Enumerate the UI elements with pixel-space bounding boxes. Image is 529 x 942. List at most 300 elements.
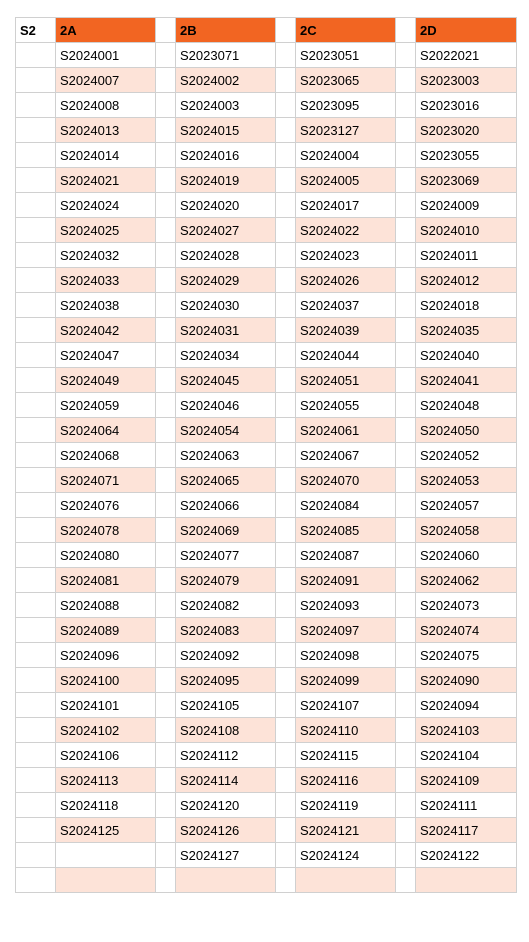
student-id-cell-2d[interactable]: S2024109 xyxy=(416,768,517,793)
student-id-cell-2d[interactable]: S2024040 xyxy=(416,343,517,368)
gap-cell[interactable] xyxy=(276,68,296,93)
table-row xyxy=(16,793,517,818)
gap-cell[interactable] xyxy=(276,643,296,668)
gap-cell[interactable] xyxy=(276,18,296,43)
table-row xyxy=(16,93,517,118)
student-id-cell-2c[interactable]: S2024005 xyxy=(296,168,396,193)
row-label-cell[interactable]: S2 xyxy=(16,18,56,43)
row-label-cell[interactable] xyxy=(16,118,56,143)
student-id-cell-2d[interactable]: S2024111 xyxy=(416,793,517,818)
gap-cell[interactable] xyxy=(156,643,176,668)
student-id-cell-2c[interactable]: S2024022 xyxy=(296,218,396,243)
gap-cell[interactable] xyxy=(276,518,296,543)
gap-cell[interactable] xyxy=(396,343,416,368)
gap-cell[interactable] xyxy=(276,693,296,718)
gap-cell[interactable] xyxy=(276,818,296,843)
student-id-cell-2d[interactable]: S2024122 xyxy=(416,843,517,868)
gap-cell[interactable] xyxy=(396,243,416,268)
gap-cell[interactable] xyxy=(276,293,296,318)
gap-cell[interactable] xyxy=(156,568,176,593)
student-id-cell-2c[interactable]: S2024110 xyxy=(296,718,396,743)
gap-cell[interactable] xyxy=(156,818,176,843)
gap-cell[interactable] xyxy=(156,193,176,218)
student-id-cell-2b[interactable]: S2024003 xyxy=(176,93,276,118)
student-id-cell-2c[interactable]: S2024017 xyxy=(296,193,396,218)
student-id-cell-2a[interactable]: S2024125 xyxy=(56,818,156,843)
row-label-cell[interactable] xyxy=(16,743,56,768)
gap-cell[interactable] xyxy=(276,768,296,793)
table-row xyxy=(16,218,517,243)
table-row xyxy=(16,718,517,743)
row-label-cell[interactable] xyxy=(16,343,56,368)
row-label-cell[interactable] xyxy=(16,243,56,268)
table-row xyxy=(16,368,517,393)
student-id-cell-2d[interactable]: S2024058 xyxy=(416,518,517,543)
gap-cell[interactable] xyxy=(156,118,176,143)
student-id-cell-2d[interactable]: S2024075 xyxy=(416,643,517,668)
student-id-cell-2a[interactable]: S2024032 xyxy=(56,243,156,268)
student-id-cell-2a[interactable]: S2024080 xyxy=(56,543,156,568)
table-row xyxy=(16,543,517,568)
student-id-cell-2d[interactable]: S2024074 xyxy=(416,618,517,643)
gap-cell[interactable] xyxy=(276,218,296,243)
gap-cell[interactable] xyxy=(156,268,176,293)
gap-cell[interactable] xyxy=(156,318,176,343)
gap-cell[interactable] xyxy=(276,168,296,193)
gap-cell[interactable] xyxy=(276,268,296,293)
gap-cell[interactable] xyxy=(396,93,416,118)
gap-cell[interactable] xyxy=(396,168,416,193)
student-id-cell-2b[interactable]: S2024114 xyxy=(176,768,276,793)
gap-cell[interactable] xyxy=(396,593,416,618)
gap-cell[interactable] xyxy=(276,793,296,818)
gap-cell[interactable] xyxy=(156,468,176,493)
student-id-cell-2c[interactable]: S2024039 xyxy=(296,318,396,343)
student-id-cell-2b[interactable]: S2024030 xyxy=(176,293,276,318)
student-id-cell-2b[interactable]: S2024092 xyxy=(176,643,276,668)
student-id-cell-2c[interactable]: S2023065 xyxy=(296,68,396,93)
row-label-cell[interactable] xyxy=(16,768,56,793)
student-id-cell-2c[interactable]: S2024004 xyxy=(296,143,396,168)
student-id-cell-2b[interactable]: S2023071 xyxy=(176,43,276,68)
student-id-cell-2b[interactable]: S2024069 xyxy=(176,518,276,543)
gap-cell[interactable] xyxy=(396,468,416,493)
student-id-cell-2b[interactable]: S2024045 xyxy=(176,368,276,393)
student-id-cell-2b[interactable]: S2024054 xyxy=(176,418,276,443)
student-id-cell-2a[interactable]: S2024081 xyxy=(56,568,156,593)
row-label-cell[interactable] xyxy=(16,718,56,743)
table-row xyxy=(16,68,517,93)
row-label-cell[interactable] xyxy=(16,393,56,418)
student-id-cell-2d[interactable]: S2024073 xyxy=(416,593,517,618)
student-id-cell-2a[interactable]: S2024088 xyxy=(56,593,156,618)
student-id-cell-2a[interactable] xyxy=(56,868,156,893)
student-id-cell-2a[interactable]: S2024021 xyxy=(56,168,156,193)
gap-cell[interactable] xyxy=(156,18,176,43)
student-id-cell-2b[interactable]: S2024031 xyxy=(176,318,276,343)
row-label-cell[interactable] xyxy=(16,443,56,468)
gap-cell[interactable] xyxy=(396,293,416,318)
student-id-cell-2c[interactable]: S2024119 xyxy=(296,793,396,818)
student-id-cell-2d[interactable]: S2024104 xyxy=(416,743,517,768)
header-2a[interactable]: 2A xyxy=(56,18,156,43)
student-id-cell-2a[interactable]: S2024101 xyxy=(56,693,156,718)
student-id-cell-2d[interactable]: S2023069 xyxy=(416,168,517,193)
student-id-cell-2c[interactable]: S2023127 xyxy=(296,118,396,143)
student-id-cell-2d[interactable]: S2024011 xyxy=(416,243,517,268)
student-id-cell-2c[interactable]: S2024124 xyxy=(296,843,396,868)
student-id-cell-2c[interactable]: S2024091 xyxy=(296,568,396,593)
student-id-cell-2a[interactable]: S2024068 xyxy=(56,443,156,468)
gap-cell[interactable] xyxy=(156,168,176,193)
gap-cell[interactable] xyxy=(156,543,176,568)
student-id-cell-2d[interactable]: S2024060 xyxy=(416,543,517,568)
student-id-cell-2a[interactable]: S2024064 xyxy=(56,418,156,443)
gap-cell[interactable] xyxy=(276,143,296,168)
gap-cell[interactable] xyxy=(396,843,416,868)
gap-cell[interactable] xyxy=(156,368,176,393)
gap-cell[interactable] xyxy=(276,343,296,368)
student-id-cell-2b[interactable]: S2024028 xyxy=(176,243,276,268)
gap-cell[interactable] xyxy=(396,143,416,168)
student-id-cell-2b[interactable]: S2024016 xyxy=(176,143,276,168)
gap-cell[interactable] xyxy=(276,318,296,343)
student-id-cell-2c[interactable]: S2024055 xyxy=(296,393,396,418)
gap-cell[interactable] xyxy=(396,568,416,593)
student-id-cell-2d[interactable]: S2024090 xyxy=(416,668,517,693)
student-id-cell-2d[interactable]: S2023003 xyxy=(416,68,517,93)
student-id-cell-2c[interactable] xyxy=(296,868,396,893)
row-label-cell[interactable] xyxy=(16,293,56,318)
student-id-cell-2a[interactable]: S2024118 xyxy=(56,793,156,818)
gap-cell[interactable] xyxy=(276,843,296,868)
header-2d[interactable]: 2D xyxy=(416,18,517,43)
student-id-cell-2c[interactable]: S2024087 xyxy=(296,543,396,568)
gap-cell[interactable] xyxy=(276,468,296,493)
table-row xyxy=(16,518,517,543)
student-id-cell-2c[interactable]: S2024107 xyxy=(296,693,396,718)
row-label-cell[interactable] xyxy=(16,493,56,518)
gap-cell[interactable] xyxy=(396,68,416,93)
gap-cell[interactable] xyxy=(396,18,416,43)
student-id-cell-2a[interactable]: S2024047 xyxy=(56,343,156,368)
gap-cell[interactable] xyxy=(156,493,176,518)
student-id-cell-2b[interactable]: S2024120 xyxy=(176,793,276,818)
row-label-cell[interactable] xyxy=(16,43,56,68)
row-label-cell[interactable] xyxy=(16,143,56,168)
student-id-cell-2d[interactable] xyxy=(416,868,517,893)
gap-cell[interactable] xyxy=(396,768,416,793)
student-id-cell-2a[interactable]: S2024100 xyxy=(56,668,156,693)
student-id-cell-2b[interactable]: S2024083 xyxy=(176,618,276,643)
gap-cell[interactable] xyxy=(156,143,176,168)
gap-cell[interactable] xyxy=(276,543,296,568)
gap-cell[interactable] xyxy=(396,218,416,243)
student-id-cell-2a[interactable]: S2024076 xyxy=(56,493,156,518)
gap-cell[interactable] xyxy=(396,418,416,443)
gap-cell[interactable] xyxy=(276,593,296,618)
gap-cell[interactable] xyxy=(396,493,416,518)
student-id-cell-2b[interactable]: S2024112 xyxy=(176,743,276,768)
student-id-cell-2c[interactable]: S2024093 xyxy=(296,593,396,618)
gap-cell[interactable] xyxy=(156,843,176,868)
gap-cell[interactable] xyxy=(276,368,296,393)
gap-cell[interactable] xyxy=(396,543,416,568)
gap-cell[interactable] xyxy=(396,668,416,693)
gap-cell[interactable] xyxy=(396,818,416,843)
gap-cell[interactable] xyxy=(276,668,296,693)
row-label-cell[interactable] xyxy=(16,193,56,218)
student-id-cell-2a[interactable]: S2024078 xyxy=(56,518,156,543)
row-label-cell[interactable] xyxy=(16,518,56,543)
student-id-cell-2b[interactable]: S2024027 xyxy=(176,218,276,243)
table-row xyxy=(16,868,517,893)
student-id-cell-2d[interactable]: S2024012 xyxy=(416,268,517,293)
student-id-cell-2c[interactable]: S2024085 xyxy=(296,518,396,543)
row-label-cell[interactable] xyxy=(16,418,56,443)
student-id-cell-2a[interactable]: S2024008 xyxy=(56,93,156,118)
gap-cell[interactable] xyxy=(276,243,296,268)
gap-cell[interactable] xyxy=(276,418,296,443)
student-id-cell-2b[interactable]: S2024002 xyxy=(176,68,276,93)
table-row xyxy=(16,393,517,418)
row-label-cell[interactable] xyxy=(16,568,56,593)
row-label-cell[interactable] xyxy=(16,793,56,818)
student-id-cell-2a[interactable]: S2024102 xyxy=(56,718,156,743)
gap-cell[interactable] xyxy=(156,418,176,443)
table-row xyxy=(16,818,517,843)
gap-cell[interactable] xyxy=(156,743,176,768)
gap-cell[interactable] xyxy=(156,868,176,893)
gap-cell[interactable] xyxy=(396,618,416,643)
student-id-cell-2d[interactable]: S2024052 xyxy=(416,443,517,468)
student-id-cell-2a[interactable]: S2024024 xyxy=(56,193,156,218)
gap-cell[interactable] xyxy=(276,118,296,143)
sheet-body xyxy=(16,18,517,893)
student-id-cell-2b[interactable]: S2024127 xyxy=(176,843,276,868)
gap-cell[interactable] xyxy=(276,568,296,593)
gap-cell[interactable] xyxy=(156,43,176,68)
gap-cell[interactable] xyxy=(276,868,296,893)
gap-cell[interactable] xyxy=(276,43,296,68)
student-id-cell-2b[interactable] xyxy=(176,868,276,893)
gap-cell[interactable] xyxy=(156,218,176,243)
gap-cell[interactable] xyxy=(156,768,176,793)
gap-cell[interactable] xyxy=(276,93,296,118)
gap-cell[interactable] xyxy=(276,193,296,218)
student-id-cell-2a[interactable]: S2024113 xyxy=(56,768,156,793)
student-id-cell-2a[interactable]: S2024089 xyxy=(56,618,156,643)
row-label-cell[interactable] xyxy=(16,68,56,93)
student-id-cell-2a[interactable]: S2024025 xyxy=(56,218,156,243)
gap-cell[interactable] xyxy=(276,718,296,743)
student-id-cell-2b[interactable]: S2024082 xyxy=(176,593,276,618)
gap-cell[interactable] xyxy=(156,518,176,543)
gap-cell[interactable] xyxy=(156,443,176,468)
student-id-cell-2d[interactable]: S2024018 xyxy=(416,293,517,318)
student-id-cell-2a[interactable]: S2024106 xyxy=(56,743,156,768)
row-label-cell[interactable] xyxy=(16,218,56,243)
gap-cell[interactable] xyxy=(156,693,176,718)
row-label-cell[interactable] xyxy=(16,268,56,293)
gap-cell[interactable] xyxy=(156,68,176,93)
gap-cell[interactable] xyxy=(156,393,176,418)
student-id-cell-2b[interactable]: S2024029 xyxy=(176,268,276,293)
student-id-cell-2d[interactable]: S2023020 xyxy=(416,118,517,143)
student-id-cell-2b[interactable]: S2024065 xyxy=(176,468,276,493)
gap-cell[interactable] xyxy=(156,618,176,643)
student-id-cell-2b[interactable]: S2024063 xyxy=(176,443,276,468)
gap-cell[interactable] xyxy=(396,43,416,68)
student-id-cell-2b[interactable]: S2024108 xyxy=(176,718,276,743)
student-id-cell-2a[interactable]: S2024071 xyxy=(56,468,156,493)
student-id-cell-2a[interactable]: S2024042 xyxy=(56,318,156,343)
student-id-cell-2a[interactable]: S2024038 xyxy=(56,293,156,318)
gap-cell[interactable] xyxy=(396,743,416,768)
row-label-cell[interactable] xyxy=(16,368,56,393)
gap-cell[interactable] xyxy=(156,718,176,743)
row-label-cell[interactable] xyxy=(16,618,56,643)
student-id-cell-2c[interactable]: S2024099 xyxy=(296,668,396,693)
student-id-cell-2c[interactable]: S2024084 xyxy=(296,493,396,518)
student-id-cell-2a[interactable]: S2024049 xyxy=(56,368,156,393)
gap-cell[interactable] xyxy=(156,668,176,693)
student-id-cell-2d[interactable]: S2024057 xyxy=(416,493,517,518)
gap-cell[interactable] xyxy=(396,318,416,343)
student-id-cell-2a[interactable]: S2024007 xyxy=(56,68,156,93)
student-id-cell-2c[interactable]: S2024026 xyxy=(296,268,396,293)
gap-cell[interactable] xyxy=(156,293,176,318)
gap-cell[interactable] xyxy=(156,243,176,268)
student-id-cell-2d[interactable]: S2024062 xyxy=(416,568,517,593)
student-id-cell-2d[interactable]: S2022021 xyxy=(416,43,517,68)
student-id-cell-2d[interactable]: S2023055 xyxy=(416,143,517,168)
gap-cell[interactable] xyxy=(396,868,416,893)
table-row xyxy=(16,343,517,368)
gap-cell[interactable] xyxy=(156,593,176,618)
gap-cell[interactable] xyxy=(276,393,296,418)
row-label-cell[interactable] xyxy=(16,543,56,568)
student-id-cell-2b[interactable]: S2024079 xyxy=(176,568,276,593)
student-id-cell-2a[interactable]: S2024013 xyxy=(56,118,156,143)
gap-cell[interactable] xyxy=(156,343,176,368)
gap-cell[interactable] xyxy=(396,443,416,468)
student-id-cell-2c[interactable]: S2024044 xyxy=(296,343,396,368)
table-row xyxy=(16,568,517,593)
gap-cell[interactable] xyxy=(396,718,416,743)
gap-cell[interactable] xyxy=(276,618,296,643)
row-label-cell[interactable] xyxy=(16,93,56,118)
student-id-cell-2c[interactable]: S2024037 xyxy=(296,293,396,318)
gap-cell[interactable] xyxy=(276,743,296,768)
table-row xyxy=(16,618,517,643)
gap-cell[interactable] xyxy=(156,793,176,818)
table-row xyxy=(16,418,517,443)
student-id-cell-2b[interactable]: S2024019 xyxy=(176,168,276,193)
student-id-cell-2a[interactable]: S2024033 xyxy=(56,268,156,293)
row-label-cell[interactable] xyxy=(16,668,56,693)
student-id-cell-2a[interactable]: S2024059 xyxy=(56,393,156,418)
student-id-cell-2b[interactable]: S2024015 xyxy=(176,118,276,143)
row-label-cell[interactable] xyxy=(16,843,56,868)
gap-cell[interactable] xyxy=(396,393,416,418)
gap-cell[interactable] xyxy=(276,493,296,518)
student-id-cell-2b[interactable]: S2024020 xyxy=(176,193,276,218)
student-id-cell-2c[interactable]: S2023051 xyxy=(296,43,396,68)
student-id-cell-2c[interactable]: S2024121 xyxy=(296,818,396,843)
student-id-cell-2c[interactable]: S2024061 xyxy=(296,418,396,443)
table-row xyxy=(16,493,517,518)
row-label-cell[interactable] xyxy=(16,693,56,718)
gap-cell[interactable] xyxy=(156,93,176,118)
student-id-cell-2d[interactable]: S2024050 xyxy=(416,418,517,443)
student-id-cell-2b[interactable]: S2024034 xyxy=(176,343,276,368)
gap-cell[interactable] xyxy=(396,193,416,218)
table-row xyxy=(16,743,517,768)
student-id-cell-2d[interactable]: S2023016 xyxy=(416,93,517,118)
row-label-cell[interactable] xyxy=(16,593,56,618)
student-id-cell-2d[interactable]: S2024010 xyxy=(416,218,517,243)
student-id-cell-2d[interactable]: S2024117 xyxy=(416,818,517,843)
student-id-cell-2a[interactable]: S2024001 xyxy=(56,43,156,68)
student-id-cell-2c[interactable]: S2024116 xyxy=(296,768,396,793)
student-id-cell-2b[interactable]: S2024066 xyxy=(176,493,276,518)
student-id-cell-2c[interactable]: S2024115 xyxy=(296,743,396,768)
table-row xyxy=(16,268,517,293)
student-id-cell-2d[interactable]: S2024041 xyxy=(416,368,517,393)
gap-cell[interactable] xyxy=(396,693,416,718)
gap-cell[interactable] xyxy=(396,368,416,393)
row-label-cell[interactable] xyxy=(16,318,56,343)
student-id-cell-2d[interactable]: S2024035 xyxy=(416,318,517,343)
student-id-cell-2c[interactable]: S2024051 xyxy=(296,368,396,393)
student-id-cell-2c[interactable]: S2024070 xyxy=(296,468,396,493)
row-label-cell[interactable] xyxy=(16,868,56,893)
student-id-cell-2d[interactable]: S2024094 xyxy=(416,693,517,718)
student-id-cell-2d[interactable]: S2024103 xyxy=(416,718,517,743)
student-id-cell-2b[interactable]: S2024105 xyxy=(176,693,276,718)
student-id-cell-2c[interactable]: S2024097 xyxy=(296,618,396,643)
row-label-cell[interactable] xyxy=(16,468,56,493)
gap-cell[interactable] xyxy=(396,118,416,143)
row-label-cell[interactable] xyxy=(16,643,56,668)
student-id-cell-2c[interactable]: S2024023 xyxy=(296,243,396,268)
table-row xyxy=(16,593,517,618)
student-id-cell-2c[interactable]: S2024067 xyxy=(296,443,396,468)
student-id-cell-2a[interactable]: S2024096 xyxy=(56,643,156,668)
student-id-cell-2a[interactable]: S2024014 xyxy=(56,143,156,168)
gap-cell[interactable] xyxy=(396,793,416,818)
student-id-cell-2d[interactable]: S2024048 xyxy=(416,393,517,418)
student-id-cell-2c[interactable]: S2023095 xyxy=(296,93,396,118)
student-id-cell-2b[interactable]: S2024077 xyxy=(176,543,276,568)
row-label-cell[interactable] xyxy=(16,818,56,843)
student-id-cell-2b[interactable]: S2024095 xyxy=(176,668,276,693)
student-id-cell-2b[interactable]: S2024046 xyxy=(176,393,276,418)
student-id-cell-2b[interactable]: S2024126 xyxy=(176,818,276,843)
student-id-cell-2d[interactable]: S2024009 xyxy=(416,193,517,218)
gap-cell[interactable] xyxy=(396,268,416,293)
student-id-cell-2a[interactable] xyxy=(56,843,156,868)
gap-cell[interactable] xyxy=(396,518,416,543)
row-label-cell[interactable] xyxy=(16,168,56,193)
header-2b[interactable]: 2B xyxy=(176,18,276,43)
student-id-cell-2d[interactable]: S2024053 xyxy=(416,468,517,493)
header-2c[interactable]: 2C xyxy=(296,18,396,43)
student-id-cell-2c[interactable]: S2024098 xyxy=(296,643,396,668)
gap-cell[interactable] xyxy=(396,643,416,668)
gap-cell[interactable] xyxy=(276,443,296,468)
